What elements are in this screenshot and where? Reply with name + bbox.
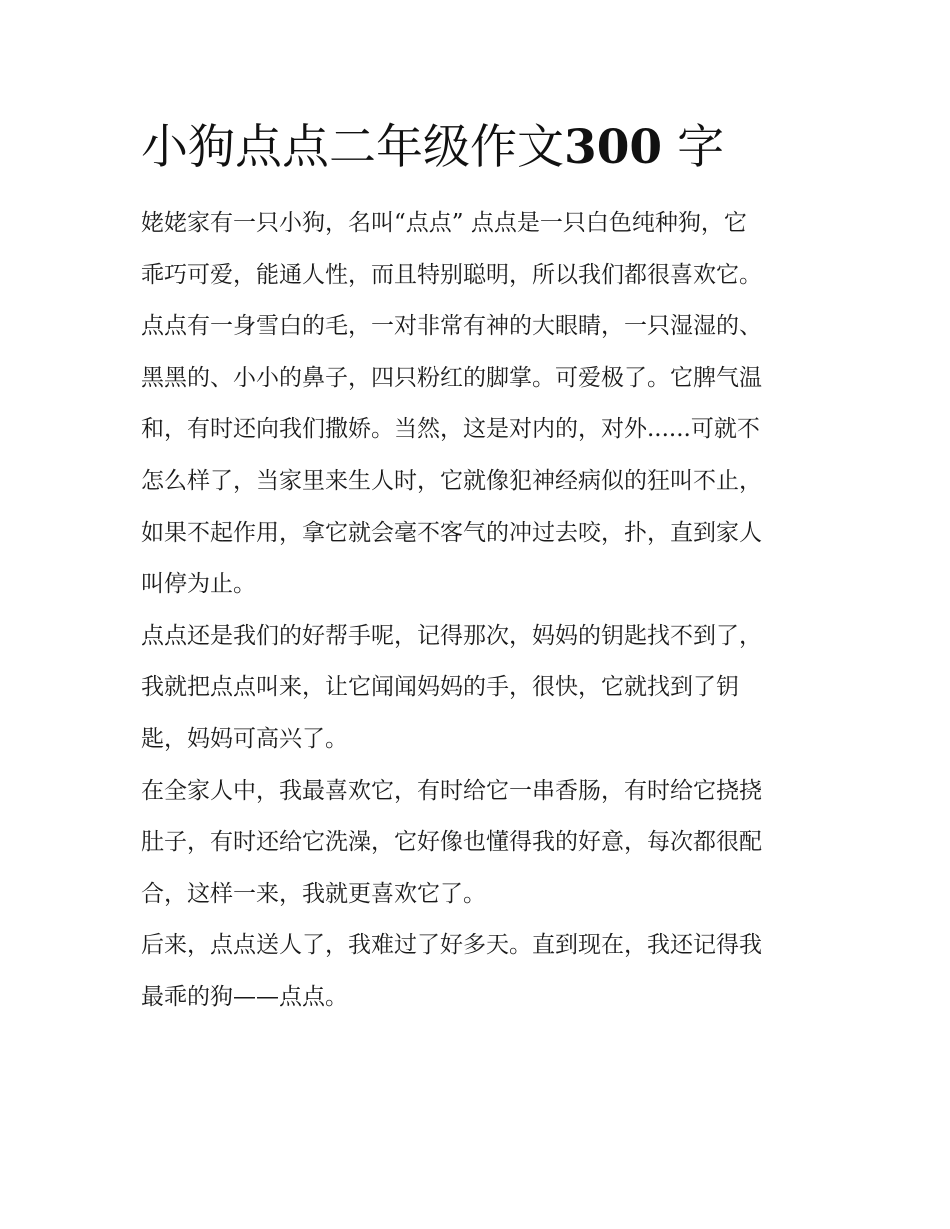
text-line: 我就把点点叫来，让它闻闻妈妈的手，很快，它就找到了钥 — [141, 674, 739, 701]
text-line: 最乖的狗——点点。 — [141, 983, 348, 1010]
text-line: 点点还是我们的好帮手呢，记得那次，妈妈的钥匙找不到了， — [141, 622, 762, 649]
essay-title — [141, 118, 724, 178]
title-suffix: 字 — [677, 120, 725, 175]
text-line: 乖巧可爱，能通人性，而且特别聪明，所以我们都很喜欢它。 — [141, 261, 762, 288]
title-number: 300 — [564, 120, 663, 175]
text-line: 后来，点点送人了，我难过了好多天。直到现在，我还记得我 — [141, 932, 762, 959]
text-line: 肚子，有时还给它洗澡，它好像也懂得我的好意，每次都很配 — [141, 829, 762, 856]
text-line: 和，有时还向我们撒娇。当然，这是对内的，对外......可就不 — [141, 416, 760, 443]
text-line: 合，这样一来，我就更喜欢它了。 — [141, 880, 486, 907]
text-line: 点点有一身雪白的毛，一对非常有神的大眼睛，一只湿湿的、 — [141, 313, 762, 340]
title-text: 小狗点点二年级作文 — [141, 120, 564, 175]
text-line: 在全家人中，我最喜欢它，有时给它一串香肠，有时给它挠挠 — [141, 777, 762, 804]
text-line: 匙，妈妈可高兴了。 — [141, 725, 348, 752]
text-line: 姥姥家有一只小狗，名叫“点点” 点点是一只白色纯种狗，它 — [141, 210, 747, 236]
essay-body — [141, 198, 816, 1024]
text-line: 如果不起作用，拿它就会毫不客气的冲过去咬，扑，直到家人 — [141, 519, 762, 546]
text-line: 黑黑的、小小的鼻子，四只粉红的脚掌。可爱极了。它脾气温 — [141, 364, 762, 391]
text-line: 怎么样了，当家里来生人时，它就像犯神经病似的狂叫不止， — [141, 467, 762, 494]
text-line: 叫停为止。 — [141, 571, 256, 598]
